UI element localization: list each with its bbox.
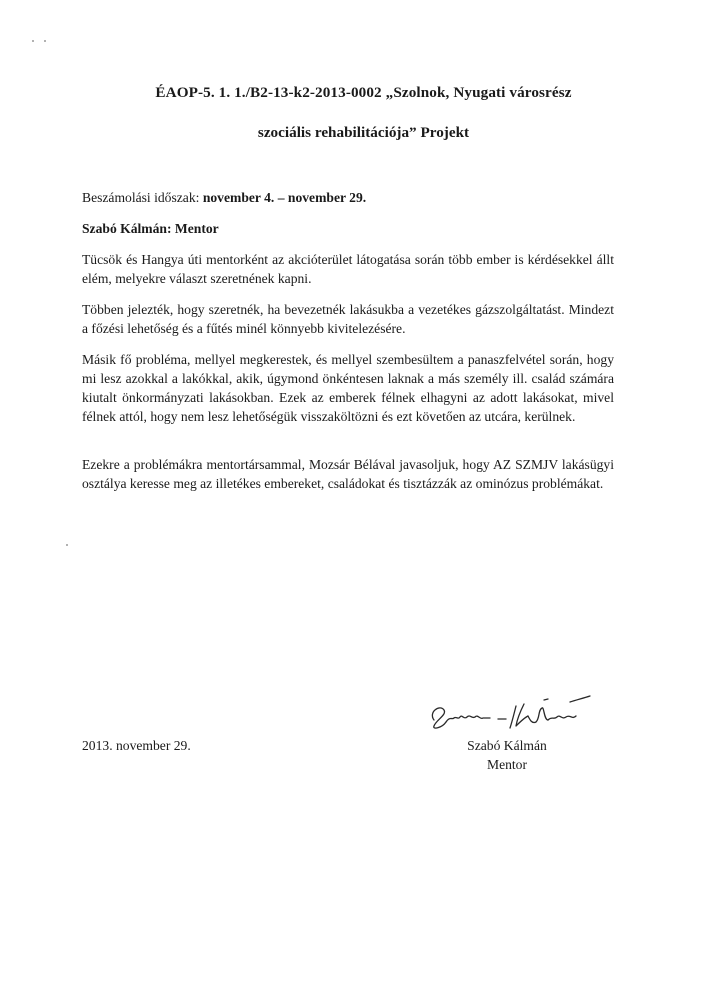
scan-speck <box>32 40 34 42</box>
document-date: 2013. november 29. <box>82 738 191 753</box>
paragraph: Tücsök és Hangya úti mentorként az akcióterület látogatása során több ember is kérdésekkel állt elém, melyekre választ szeretnének kapni. <box>82 252 614 286</box>
signer-role: Mentor <box>486 757 528 772</box>
reporting-period-label: Beszámolási időszak: <box>82 190 200 205</box>
signer-name: Szabó Kálmán <box>467 738 547 753</box>
reporting-period-value: november 4. – november 29. <box>202 190 367 205</box>
paragraph: Többen jelezték, hogy szeretnék, ha bevezetnék lakásukba a vezetékes gázszolgáltatást. Mindezt a főzési lehetőség és a fűtés minél könnyebb kivitelezésére. <box>82 302 614 336</box>
paragraph: Másik fő probléma, mellyel megkerestek, és mellyel szembesültem a panaszfelvétel során, hogy mi lesz azokkal a lakókkal, akik, úgymond önkéntesen laknak a más személy ill. család számára kiutalt önkormányzati lakásokban. Ezek az emberek félnek elhagyni az adott lakásokat, mivel félnek attól, hogy nem lesz lehetőségük visszaköltözni és ezt követően az utcára, kerülnek. <box>82 352 614 424</box>
scan-speck <box>44 40 46 42</box>
handwritten-signature <box>420 690 600 736</box>
document-title-line-1: ÉAOP-5. 1. 1./B2-13-k2-2013-0002 „Szolnok, Nyugati városrész <box>155 84 572 101</box>
reporting-period <box>82 188 614 207</box>
mentor-heading: Szabó Kálmán: Mentor <box>82 221 219 236</box>
paragraph: Ezekre a problémákra mentortársammal, Mozsár Bélával javasoljuk, hogy AZ SZMJV lakásügyi osztálya keresse meg az illetékes embereket, családokat és tisztázzák az ominózus problémákat. <box>82 457 614 491</box>
document-title-line-2: szociális rehabilitációja” Projekt <box>257 124 470 141</box>
scan-speck <box>66 544 68 546</box>
